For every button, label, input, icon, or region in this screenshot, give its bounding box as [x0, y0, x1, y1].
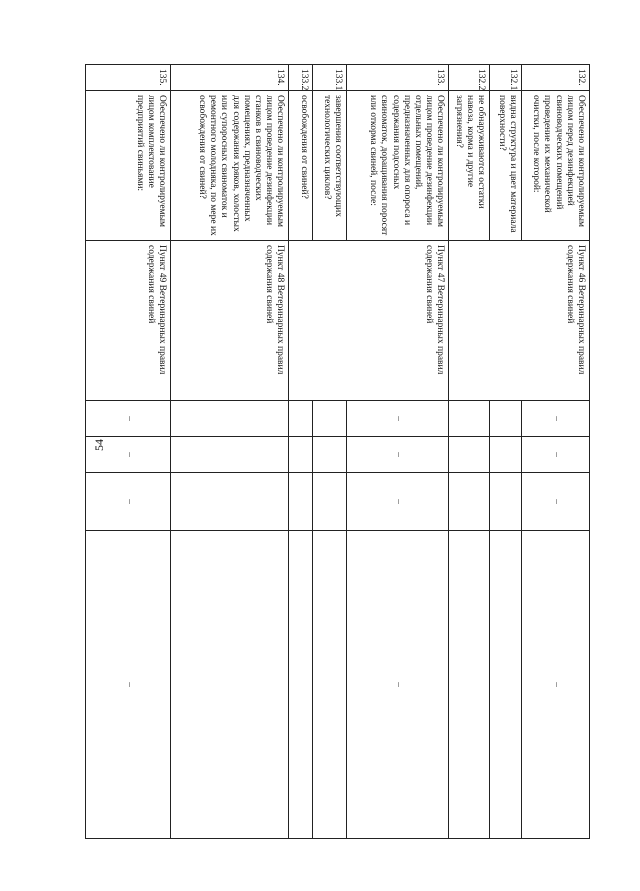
answer-cell: [490, 401, 522, 437]
table-row: [289, 65, 313, 839]
question-cell: видна структура и цвет материала поверхности?: [490, 91, 522, 241]
answer-cell: [171, 531, 289, 839]
answer-cell: –: [522, 437, 590, 473]
row-number: 133.1: [313, 65, 347, 91]
table-row: [449, 65, 490, 839]
question-cell: Обеспечено ли контролируемым лицом перед дезинфекцией свиноводческих помещений проведение их механической очистки, после которой:: [522, 91, 590, 241]
answer-cell: [490, 437, 522, 473]
answer-cell: [449, 401, 490, 437]
reference-cell: Пункт 48 Ветеринарных правил содержания свиней: [171, 241, 289, 401]
reference-cell: Пункт 47 Ветеринарных правил содержания свиней: [289, 241, 449, 401]
answer-cell: –: [86, 531, 171, 839]
checklist-sheet: [95, 64, 590, 839]
answer-cell: [490, 473, 522, 531]
answer-cell: [313, 531, 347, 839]
page-number: 54: [92, 439, 106, 451]
row-number: 133.2: [289, 65, 313, 91]
row-number: 132.2: [449, 65, 490, 91]
answer-cell: –: [522, 531, 590, 839]
answer-cell: –: [522, 401, 590, 437]
answer-cell: [313, 401, 347, 437]
answer-cell: [171, 401, 289, 437]
row-number: 133.: [347, 65, 449, 91]
answer-cell: [171, 473, 289, 531]
answer-cell: –: [86, 437, 171, 473]
answer-cell: [449, 473, 490, 531]
answer-cell: [289, 531, 313, 839]
answer-cell: [289, 401, 313, 437]
answer-cell: –: [86, 401, 171, 437]
row-number: 135.: [86, 65, 171, 91]
answer-cell: –: [347, 437, 449, 473]
answer-cell: –: [522, 473, 590, 531]
table-row: [313, 65, 347, 839]
answer-cell: –: [347, 401, 449, 437]
table-row: [522, 65, 590, 839]
answer-cell: [313, 437, 347, 473]
question-cell: Обеспечено ли контролируемым лицом комплектование предприятий свиньями:: [86, 91, 171, 241]
answer-cell: [490, 531, 522, 839]
table-row: [347, 65, 449, 839]
answer-cell: [289, 437, 313, 473]
answer-cell: –: [86, 473, 171, 531]
answer-cell: [171, 437, 289, 473]
answer-cell: [449, 531, 490, 839]
table-row: [490, 65, 522, 839]
answer-cell: [289, 473, 313, 531]
answer-cell: [449, 437, 490, 473]
answer-cell: –: [347, 531, 449, 839]
reference-cell: Пункт 46 Ветеринарных правил содержания свиней: [449, 241, 590, 401]
question-cell: Обеспечено ли контролируемым лицом проведение дезинфекции отдельных помещений, предназначенных для опороса и содержания подсосных свиноматок, доращивания поросят или откорма свиней, после:: [347, 91, 449, 241]
question-cell: освобождения от свиней?: [289, 91, 313, 241]
question-cell: не обнаруживаются остатки навоза, корма и другие загрязнения?: [449, 91, 490, 241]
row-number: 132.1: [490, 65, 522, 91]
row-number: 134.: [171, 65, 289, 91]
table-row: [171, 65, 289, 839]
checklist-table: [85, 64, 590, 839]
answer-cell: [313, 473, 347, 531]
question-cell: завершения соответствующих технологических циклов?: [313, 91, 347, 241]
reference-cell: Пункт 49 Ветеринарных правил содержания свиней: [86, 241, 171, 401]
question-cell: Обеспечено ли контролируемым лицом проведение дезинфекции станков в свиноводческих помещениях, предназначенных для содержания хряков, холостых или супоросных свиноматок и ремонтного молодняка, по мере их освобождения от свиней?: [171, 91, 289, 241]
table-row: [86, 65, 171, 839]
row-number: 132.: [522, 65, 590, 91]
answer-cell: –: [347, 473, 449, 531]
